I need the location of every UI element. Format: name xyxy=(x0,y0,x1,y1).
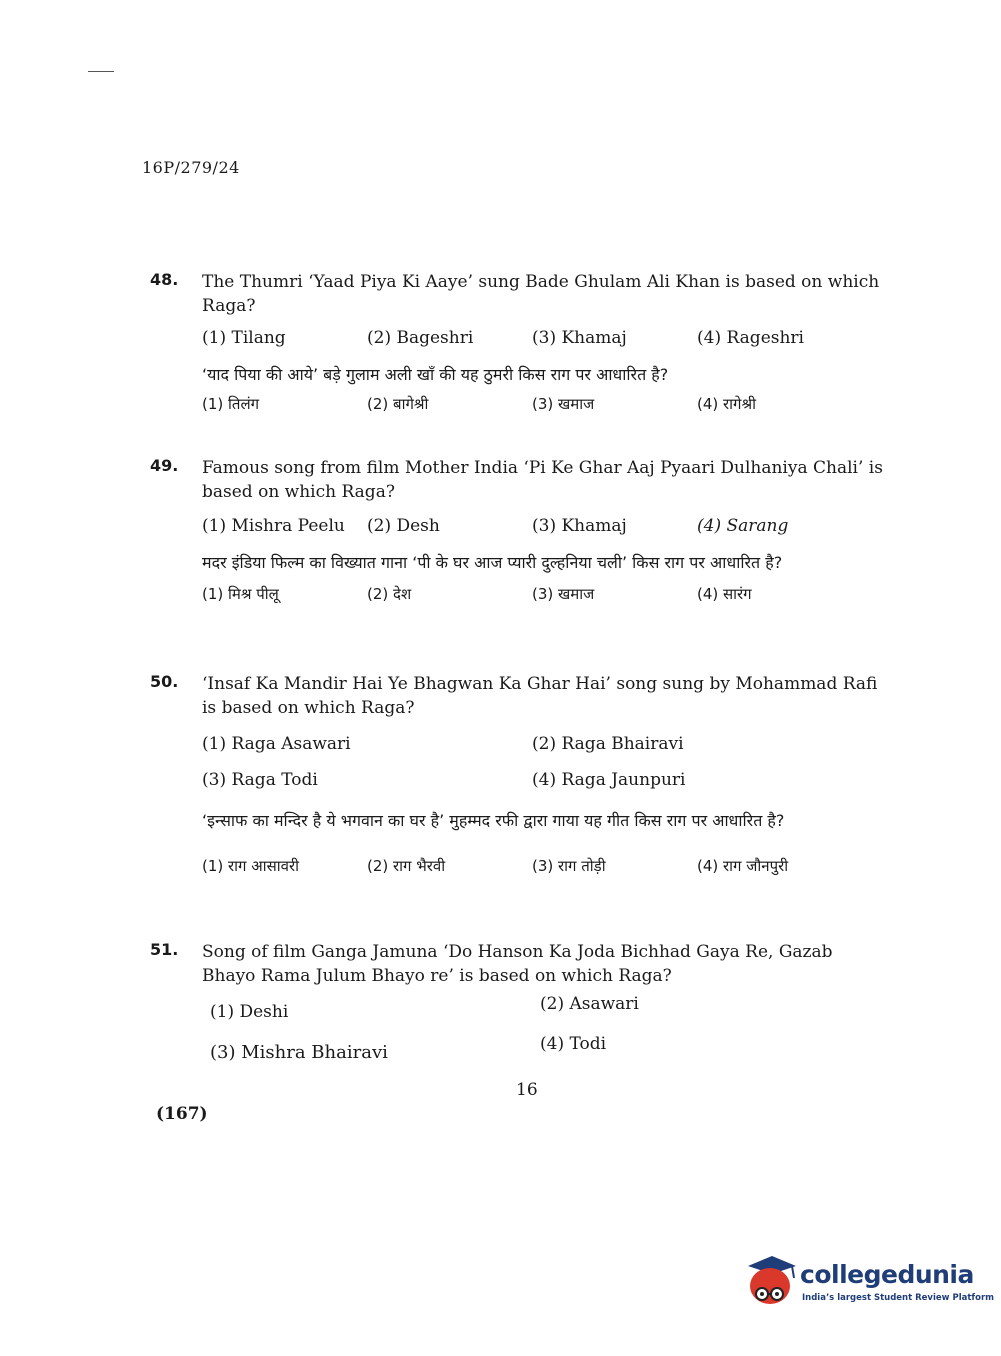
question-48 xyxy=(150,270,890,426)
hindi-option: (2) देश xyxy=(367,585,412,603)
option: (1) Mishra Peelu xyxy=(202,516,345,536)
option: (1) Deshi xyxy=(210,1002,289,1022)
question-text: Famous song from film Mother India ‘Pi Ke Ghar Aaj Pyaari Dulhaniya Chali’ is based on which Raga? xyxy=(202,458,883,502)
hindi-options-row xyxy=(202,394,890,426)
collegedunia-logo xyxy=(742,1252,994,1314)
option: (1) Tilang xyxy=(202,328,286,348)
logo-tagline: India’s largest Student Review Platform xyxy=(802,1293,994,1303)
question-number: 51. xyxy=(150,940,179,959)
option: (3) Mishra Bhairavi xyxy=(210,1042,388,1063)
hindi-option: (4) सारंग xyxy=(697,585,752,603)
scan-mark xyxy=(88,71,114,72)
hindi-question-text: मदर इंडिया फिल्म का विख्यात गाना ‘पी के घर आज प्यारी दुल्हनिया चली’ किस राग पर आधारित है? xyxy=(202,553,783,572)
options-row xyxy=(202,770,890,806)
option: (2) Raga Bhairavi xyxy=(532,734,684,754)
question-50 xyxy=(150,672,890,888)
question-text: ‘Insaf Ka Mandir Hai Ye Bhagwan Ka Ghar Hai’ song sung by Mohammad Rafi is based on which Raga? xyxy=(202,674,878,718)
options-row xyxy=(202,516,890,548)
question-number: 50. xyxy=(150,672,179,691)
hindi-options-row xyxy=(202,584,890,616)
hindi-option: (3) खमाज xyxy=(532,585,595,603)
page-number: 16 xyxy=(516,1080,538,1100)
option: (4) Raga Jaunpuri xyxy=(532,770,686,790)
hindi-options-row xyxy=(202,856,890,888)
hindi-option: (4) रागेश्री xyxy=(697,395,756,413)
logo-wordmark: collegedunia xyxy=(800,1260,974,1289)
question-number: 49. xyxy=(150,456,179,475)
paper-code: 16P/279/24 xyxy=(142,158,240,177)
hindi-question-text: ‘इन्साफ का मन्दिर है ये भगवान का घर है’ मुहम्मद रफी द्वारा गाया यह गीत किस राग पर आधारित है? xyxy=(202,811,785,830)
hindi-option: (1) राग आसावरी xyxy=(202,857,299,875)
options-row xyxy=(202,734,890,770)
hindi-option: (3) खमाज xyxy=(532,395,595,413)
question-text: Song of film Ganga Jamuna ‘Do Hanson Ka Joda Bichhad Gaya Re, Gazab Bhayo Rama Julum Bhayo re’ is based on which Raga? xyxy=(202,942,833,986)
option: (3) Khamaj xyxy=(532,516,627,536)
option: (3) Khamaj xyxy=(532,328,627,348)
options-row xyxy=(202,328,890,360)
hindi-question-text: ‘याद पिया की आये’ बड़े गुलाम अली खाँ की यह ठुमरी किस राग पर आधारित है? xyxy=(202,365,669,384)
hindi-option: (1) तिलंग xyxy=(202,395,260,413)
option: (2) Desh xyxy=(367,516,440,536)
hindi-option: (3) राग तोड़ी xyxy=(532,857,606,875)
option: (2) Bageshri xyxy=(367,328,474,348)
hindi-option: (2) राग भैरवी xyxy=(367,857,446,875)
option: (1) Raga Asawari xyxy=(202,734,351,754)
option: (4) Todi xyxy=(540,1034,607,1054)
option: (4) Sarang xyxy=(697,516,789,536)
question-51 xyxy=(150,940,890,1078)
option: (2) Asawari xyxy=(540,994,639,1014)
options-row xyxy=(202,1034,890,1078)
hindi-option: (1) मिश्र पीलू xyxy=(202,585,279,603)
hindi-option: (4) राग जौनपुरी xyxy=(697,857,789,875)
question-number: 48. xyxy=(150,270,179,289)
question-49 xyxy=(150,456,890,616)
hindi-option: (2) बागेश्री xyxy=(367,395,429,413)
footer-code: (167) xyxy=(156,1104,208,1124)
option: (4) Rageshri xyxy=(697,328,804,348)
option: (3) Raga Todi xyxy=(202,770,318,790)
mascot-icon xyxy=(742,1252,798,1314)
question-text: The Thumri ‘Yaad Piya Ki Aaye’ sung Bade Ghulam Ali Khan is based on which Raga? xyxy=(202,272,880,316)
